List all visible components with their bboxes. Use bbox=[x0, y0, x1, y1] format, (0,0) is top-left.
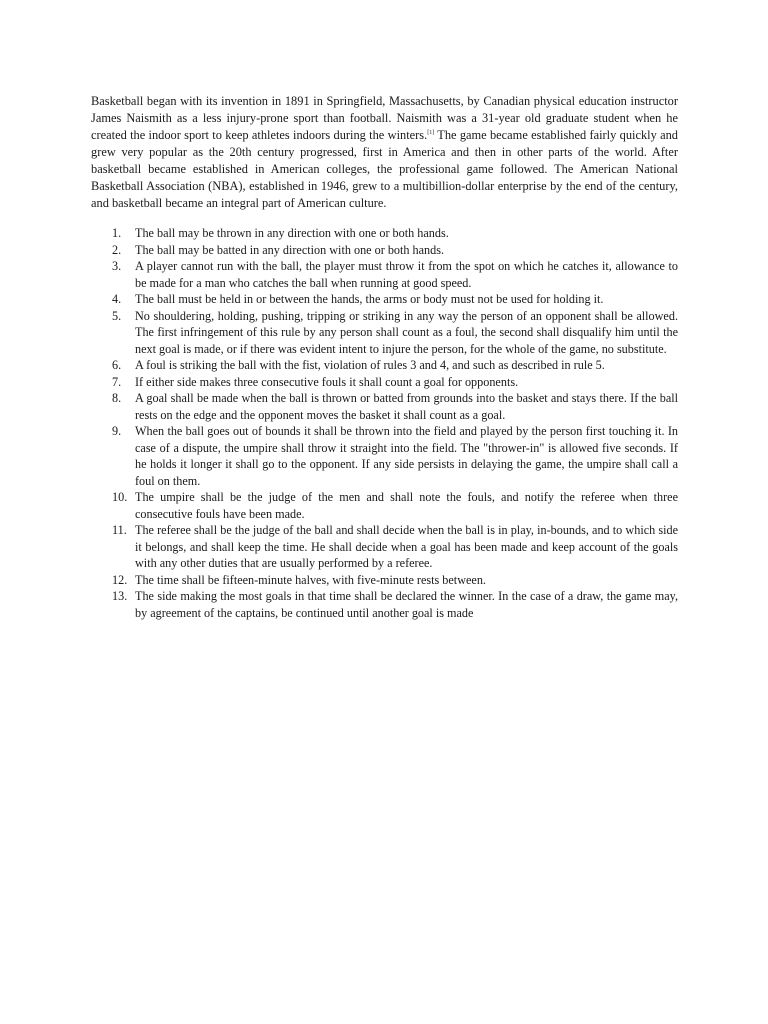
list-item-number: 11. bbox=[112, 523, 127, 537]
intro-text-part2: The game became established fairly quickly and grew very popular as the 20th century progressed, first in America and then in other parts of the world. After basketball became established in American colleges, the professional game followed. The American National Basketball Association (NBA), established in 1946, grew to a multibillion-dollar enterprise by the end of the century, and basketball became an integral part of American culture. bbox=[91, 128, 678, 210]
document-page bbox=[91, 93, 678, 621]
list-item bbox=[91, 390, 678, 423]
list-item-text: The referee shall be the judge of the ball and shall decide when the ball is in play, in-bounds, and to which side it belongs, and shall keep the time. He shall decide when a goal has been made and keep account of the goals with any other duties that are usually performed by a referee. bbox=[135, 523, 678, 570]
list-item bbox=[91, 374, 678, 391]
list-item-number: 3. bbox=[112, 259, 122, 273]
list-item-number: 10. bbox=[112, 490, 128, 504]
list-item-number: 13. bbox=[112, 589, 128, 603]
list-item-text: The umpire shall be the judge of the men and shall note the fouls, and notify the referee when three consecutive fouls have been made. bbox=[135, 490, 678, 521]
footnote-ref[interactable]: [1] bbox=[427, 130, 435, 136]
list-item bbox=[91, 489, 678, 522]
list-item bbox=[91, 522, 678, 572]
list-item bbox=[91, 423, 678, 489]
list-item-number: 7. bbox=[112, 374, 122, 389]
list-item-text: The side making the most goals in that time shall be declared the winner. In the case of a draw, the game may, by agreement of the captains, be continued until another goal is made bbox=[135, 589, 678, 620]
list-item bbox=[91, 357, 678, 374]
list-item-text: No shouldering, holding, pushing, tripping or striking in any way the person of an opponent shall be allowed. The first infringement of this rule by any person shall count as a foul, the second shall disqualify him until the next goal is made, or if there was evident intent to injure the person, for the whole of the game, no substitute. bbox=[135, 308, 678, 356]
list-item-text: A foul is striking the ball with the fist, violation of rules 3 and 4, and such as described in rule 5. bbox=[135, 358, 605, 372]
list-item-number: 6. bbox=[112, 358, 122, 372]
intro-text-part1: Basketball began with its invention in 1891 in Springfield, Massachusetts, by Canadian physical education instructor James Naismith as a less injury-prone sport than football. Naismith was a 31-year old graduate student when he created the indoor sport to keep athletes indoors during the winters. bbox=[91, 94, 678, 142]
list-item bbox=[91, 225, 678, 242]
list-item-text: The time shall be fifteen-minute halves, with five-minute rests between. bbox=[135, 572, 486, 587]
list-item bbox=[91, 308, 678, 358]
list-item-text: A goal shall be made when the ball is thrown or batted from grounds into the basket and stays there. If the ball rests on the edge and the opponent moves the basket it shall count as a goal. bbox=[135, 391, 678, 422]
list-item bbox=[91, 291, 678, 308]
list-item bbox=[91, 242, 678, 259]
list-item-number: 4. bbox=[112, 292, 122, 306]
list-item-number: 12. bbox=[112, 572, 128, 587]
intro-paragraph bbox=[91, 93, 678, 212]
list-item-number: 8. bbox=[112, 391, 122, 405]
list-item-text: When the ball goes out of bounds it shall be thrown into the field and played by the person first touching it. In case of a dispute, the umpire shall throw it straight into the field. The "thrower-in" is allowed five seconds. If he holds it longer it shall go to the opponent. If any side persists in delaying the game, the umpire shall call a foul on them. bbox=[135, 424, 678, 488]
rules-list bbox=[91, 225, 678, 621]
list-item bbox=[91, 258, 678, 291]
list-item-number: 2. bbox=[112, 242, 122, 257]
list-item-text: A player cannot run with the ball, the player must throw it from the spot on which he catches it, allowance to be made for a man who catches the ball when running at good speed. bbox=[135, 259, 678, 290]
list-item-number: 1. bbox=[112, 226, 122, 240]
list-item bbox=[91, 572, 678, 589]
list-item-text: The ball may be thrown in any direction with one or both hands. bbox=[135, 226, 449, 240]
list-item-text: If either side makes three consecutive fouls it shall count a goal for opponents. bbox=[135, 374, 519, 389]
list-item-number: 9. bbox=[112, 424, 122, 438]
list-item bbox=[91, 588, 678, 621]
list-item-text: The ball may be batted in any direction with one or both hands. bbox=[135, 242, 445, 257]
list-item-number: 5. bbox=[112, 308, 122, 323]
list-item-text: The ball must be held in or between the hands, the arms or body must not be used for holding it. bbox=[135, 292, 604, 306]
